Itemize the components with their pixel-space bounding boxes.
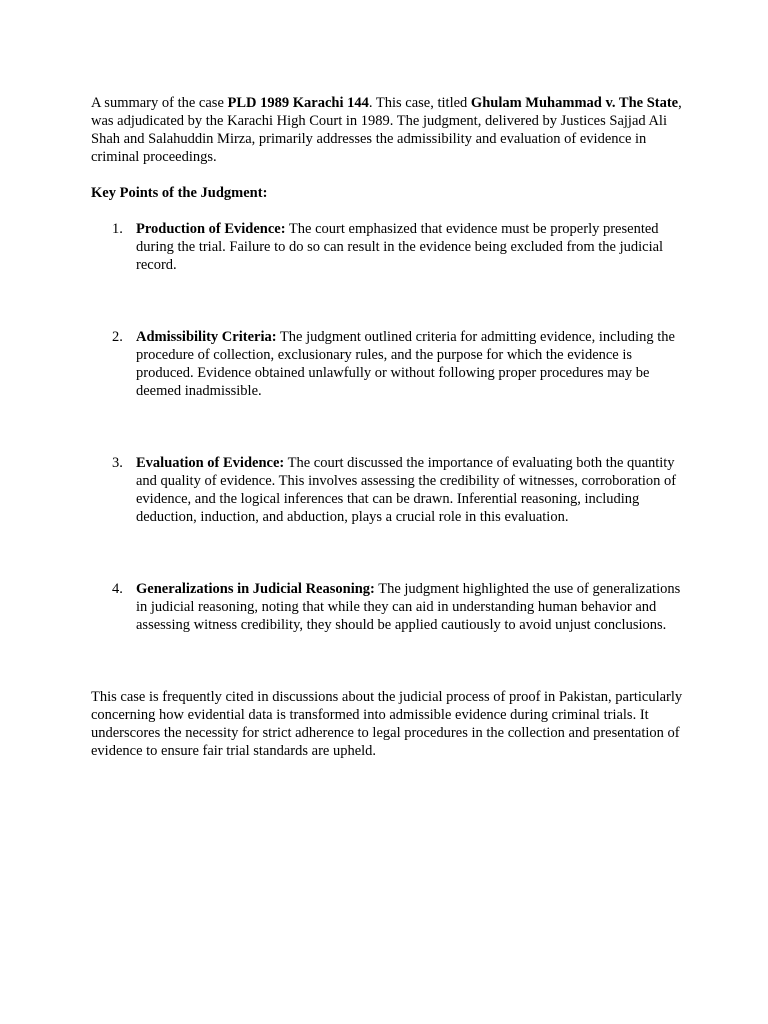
list-item-title: Generalizations in Judicial Reasoning: [136, 581, 375, 597]
list-item-title: Production of Evidence: [136, 221, 286, 237]
list-item-text: The court emphasized that evidence must be properly presented during the trial. Failure to do so can result in the evidence being excluded from the judicial record. [136, 221, 664, 273]
list-item-text: The court discussed the importance of evaluating both the quantity and quality of evidence. This involves assessing the credibility of witnesses, corroboration of evidence, and the logical inferences that can be drawn. Inferential reasoning, including deduction, induction, and abduction, plays a crucial role in this evaluation. [136, 455, 677, 525]
list-item-title: Admissibility Criteria: [136, 329, 277, 345]
key-points-list [91, 220, 683, 634]
list-item [91, 220, 683, 274]
list-item [91, 328, 683, 400]
intro-rest: , was adjudicated by the Karachi High Court in 1989. The judgment, delivered by Justices Sajjad Ali Shah and Salahuddin Mirza, primarily addresses the admissibility and evaluation of evidence in criminal proceedings. [91, 95, 682, 165]
list-item-number: 4. [112, 581, 123, 597]
case-title: Ghulam Muhammad v. The State [470, 95, 679, 111]
list-item [91, 454, 683, 526]
intro-lead: A summary of the case [91, 95, 228, 111]
section-heading: Key Points of the Judgment: [91, 185, 268, 201]
list-item-number: 3. [112, 455, 123, 471]
closing-paragraph: This case is frequently cited in discussions about the judicial process of proof in Pakistan, particularly concerning how evidential data is transformed into admissible evidence during criminal trials. It underscores the necessity for strict adherence to legal procedures in the collection and presentation of evidence to ensure fair trial standards are upheld. [91, 689, 683, 759]
list-item-number: 1. [112, 221, 123, 237]
list-item-title: Evaluation of Evidence: [136, 455, 285, 471]
intro-paragraph [91, 94, 683, 166]
list-item-text: The judgment outlined criteria for admitting evidence, including the procedure of collection, exclusionary rules, and the purpose for which the evidence is produced. Evidence obtained unlawfully or without following proper procedures may be deemed inadmissible. [136, 329, 675, 399]
document-page [91, 94, 683, 760]
intro-mid: . This case, titled [368, 95, 471, 111]
case-citation: PLD 1989 Karachi 144 [227, 95, 369, 111]
list-item-number: 2. [112, 329, 123, 345]
list-item [91, 580, 683, 634]
list-item-text: The judgment highlighted the use of generalizations in judicial reasoning, noting that while they can aid in understanding human behavior and assessing witness credibility, they should be applied cautiously to avoid unjust conclusions. [136, 581, 681, 633]
